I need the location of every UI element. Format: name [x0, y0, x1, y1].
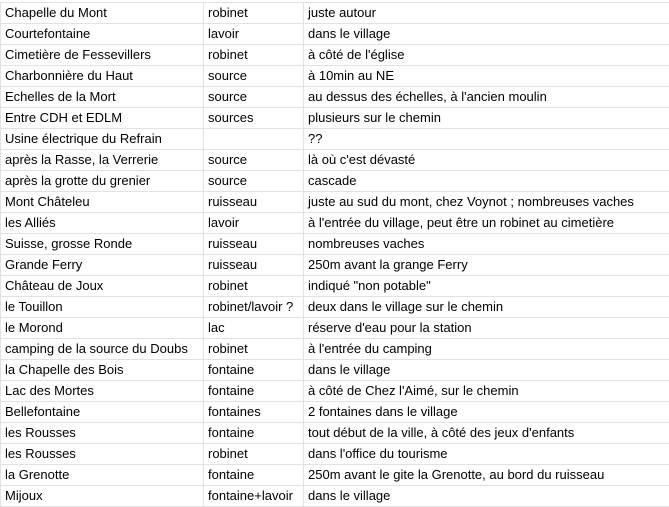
cell-note[interactable]: juste autour [304, 3, 669, 24]
cell-type[interactable]: robinet [204, 339, 304, 360]
cell-type[interactable]: source [204, 150, 304, 171]
cell-type[interactable]: ruisseau [204, 234, 304, 255]
table-row [1, 339, 669, 360]
cell-type[interactable]: fontaine+lavoir [204, 486, 304, 507]
table-row [1, 444, 669, 465]
table-row [1, 255, 669, 276]
table-row [1, 213, 669, 234]
table-row [1, 45, 669, 66]
cell-note[interactable]: à l'entrée du camping [304, 339, 669, 360]
table-row [1, 297, 669, 318]
table-row [1, 87, 669, 108]
cell-type[interactable]: ruisseau [204, 255, 304, 276]
cell-note[interactable]: juste au sud du mont, chez Voynot ; nombreuses vaches [304, 192, 669, 213]
cell-note[interactable]: là où c'est dévasté [304, 150, 669, 171]
cell-type[interactable]: source [204, 171, 304, 192]
table-row [1, 276, 669, 297]
cell-type[interactable]: fontaine [204, 423, 304, 444]
table-row [1, 129, 669, 150]
spreadsheet-grid [0, 2, 669, 507]
cell-place[interactable]: Mont Châteleu [1, 192, 204, 213]
cell-note[interactable]: à 10min au NE [304, 66, 669, 87]
cell-type[interactable]: source [204, 87, 304, 108]
cell-type[interactable]: robinet [204, 3, 304, 24]
cell-type[interactable]: sources [204, 108, 304, 129]
table-body [1, 3, 669, 507]
cell-note[interactable]: à côté de Chez l'Aimé, sur le chemin [304, 381, 669, 402]
table-row [1, 423, 669, 444]
table-row [1, 465, 669, 486]
cell-note[interactable]: à côté de l'église [304, 45, 669, 66]
cell-place[interactable]: les Alliés [1, 213, 204, 234]
table-row [1, 108, 669, 129]
cell-place[interactable]: camping de la source du Doubs [1, 339, 204, 360]
cell-place[interactable]: après la Rasse, la Verrerie [1, 150, 204, 171]
cell-type[interactable]: fontaines [204, 402, 304, 423]
cell-place[interactable]: la Grenotte [1, 465, 204, 486]
cell-place[interactable]: Bellefontaine [1, 402, 204, 423]
cell-note[interactable]: 2 fontaines dans le village [304, 402, 669, 423]
cell-type[interactable]: robinet [204, 45, 304, 66]
cell-place[interactable]: le Morond [1, 318, 204, 339]
cell-place[interactable]: Grande Ferry [1, 255, 204, 276]
cell-type[interactable]: lavoir [204, 213, 304, 234]
cell-note[interactable]: ?? [304, 129, 669, 150]
table-row [1, 24, 669, 45]
cell-type[interactable]: fontaine [204, 360, 304, 381]
cell-place[interactable]: Charbonnière du Haut [1, 66, 204, 87]
cell-type[interactable]: robinet [204, 444, 304, 465]
cell-type[interactable]: robinet [204, 276, 304, 297]
cell-type[interactable]: lavoir [204, 24, 304, 45]
cell-place[interactable]: Usine électrique du Refrain [1, 129, 204, 150]
cell-type[interactable] [204, 129, 304, 150]
table-row [1, 234, 669, 255]
cell-note[interactable]: nombreuses vaches [304, 234, 669, 255]
cell-note[interactable]: dans l'office du tourisme [304, 444, 669, 465]
table-row [1, 66, 669, 87]
cell-place[interactable]: les Rousses [1, 423, 204, 444]
table-row [1, 192, 669, 213]
cell-type[interactable]: robinet/lavoir ? [204, 297, 304, 318]
table-row [1, 381, 669, 402]
cell-place[interactable]: Mijoux [1, 486, 204, 507]
cell-note[interactable]: 250m avant le gite la Grenotte, au bord du ruisseau [304, 465, 669, 486]
cell-note[interactable]: cascade [304, 171, 669, 192]
cell-place[interactable]: Suisse, grosse Ronde [1, 234, 204, 255]
cell-type[interactable]: fontaine [204, 381, 304, 402]
cell-note[interactable]: dans le village [304, 24, 669, 45]
table-row [1, 150, 669, 171]
cell-type[interactable]: lac [204, 318, 304, 339]
table-row [1, 171, 669, 192]
cell-type[interactable]: fontaine [204, 465, 304, 486]
water-points-table [0, 2, 669, 507]
cell-note[interactable]: à l'entrée du village, peut être un robinet au cimetière [304, 213, 669, 234]
cell-note[interactable]: tout début de la ville, à côté des jeux d'enfants [304, 423, 669, 444]
cell-note[interactable]: dans le village [304, 486, 669, 507]
cell-note[interactable]: réserve d'eau pour la station [304, 318, 669, 339]
cell-place[interactable]: les Rousses [1, 444, 204, 465]
cell-note[interactable]: plusieurs sur le chemin [304, 108, 669, 129]
table-row [1, 318, 669, 339]
cell-place[interactable]: Entre CDH et EDLM [1, 108, 204, 129]
table-row [1, 3, 669, 24]
cell-place[interactable]: Cimetière de Fessevillers [1, 45, 204, 66]
table-row [1, 402, 669, 423]
cell-note[interactable]: deux dans le village sur le chemin [304, 297, 669, 318]
cell-place[interactable]: le Touillon [1, 297, 204, 318]
cell-place[interactable]: la Chapelle des Bois [1, 360, 204, 381]
cell-note[interactable]: 250m avant la grange Ferry [304, 255, 669, 276]
cell-place[interactable]: après la grotte du grenier [1, 171, 204, 192]
cell-place[interactable]: Courtefontaine [1, 24, 204, 45]
cell-note[interactable]: au dessus des échelles, à l'ancien moulin [304, 87, 669, 108]
cell-type[interactable]: ruisseau [204, 192, 304, 213]
cell-place[interactable]: Chapelle du Mont [1, 3, 204, 24]
cell-type[interactable]: source [204, 66, 304, 87]
cell-place[interactable]: Echelles de la Mort [1, 87, 204, 108]
cell-note[interactable]: dans le village [304, 360, 669, 381]
cell-place[interactable]: Château de Joux [1, 276, 204, 297]
table-row [1, 486, 669, 507]
table-row [1, 360, 669, 381]
cell-note[interactable]: indiqué "non potable" [304, 276, 669, 297]
cell-place[interactable]: Lac des Mortes [1, 381, 204, 402]
